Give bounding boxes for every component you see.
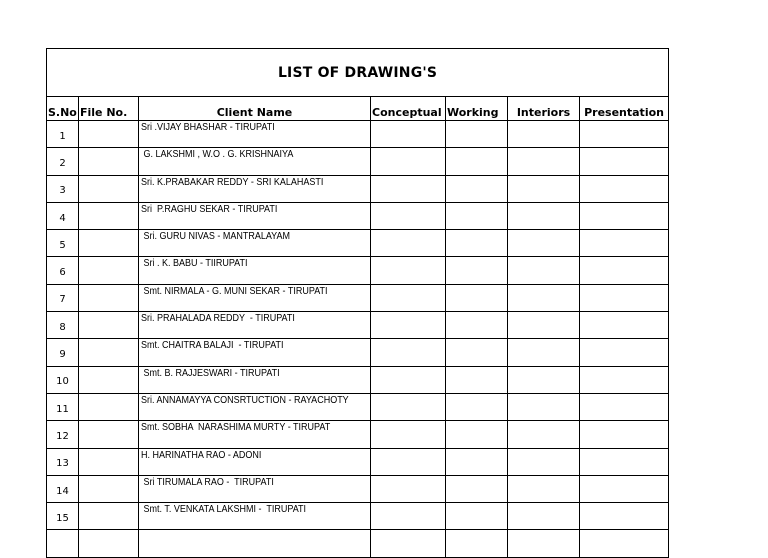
conceptual-cell bbox=[371, 257, 446, 284]
column-header-interiors: Interiors bbox=[508, 97, 580, 121]
presentation-cell bbox=[580, 475, 669, 502]
client-name-cell bbox=[139, 148, 371, 175]
working-cell bbox=[446, 393, 508, 420]
client-name-cell bbox=[139, 366, 371, 393]
interiors-cell bbox=[508, 312, 580, 339]
client-name-text: Sri P.RAGHU SEKAR - TIRUPATI bbox=[141, 203, 278, 215]
client-name-cell bbox=[139, 230, 371, 257]
client-name-cell bbox=[139, 339, 371, 366]
file-no-cell bbox=[79, 475, 139, 502]
client-name-cell bbox=[139, 121, 371, 148]
interiors-cell bbox=[508, 230, 580, 257]
table-row bbox=[47, 475, 669, 502]
presentation-cell bbox=[580, 366, 669, 393]
sno-cell: 12 bbox=[47, 421, 79, 448]
working-cell bbox=[446, 339, 508, 366]
interiors-cell bbox=[508, 475, 580, 502]
conceptual-cell bbox=[371, 230, 446, 257]
table-row bbox=[47, 121, 669, 148]
conceptual-cell bbox=[371, 421, 446, 448]
conceptual-cell bbox=[371, 284, 446, 311]
interiors-cell bbox=[508, 202, 580, 229]
interiors-cell bbox=[508, 530, 580, 557]
conceptual-cell bbox=[371, 448, 446, 475]
presentation-cell bbox=[580, 230, 669, 257]
interiors-cell bbox=[508, 339, 580, 366]
interiors-cell bbox=[508, 148, 580, 175]
presentation-cell bbox=[580, 530, 669, 557]
sno-cell: 7 bbox=[47, 284, 79, 311]
presentation-cell bbox=[580, 393, 669, 420]
interiors-cell bbox=[508, 366, 580, 393]
presentation-cell bbox=[580, 284, 669, 311]
table-row bbox=[47, 284, 669, 311]
client-name-text: Smt. B. RAJJESWARI - TIRUPATI bbox=[141, 367, 280, 379]
client-name-text: Sri . K. BABU - TIIRUPATI bbox=[141, 258, 248, 270]
table-row bbox=[47, 530, 669, 557]
conceptual-cell bbox=[371, 393, 446, 420]
presentation-cell bbox=[580, 448, 669, 475]
column-header-sno: S.No bbox=[47, 97, 79, 121]
sheet-title: LIST OF DRAWING'S bbox=[47, 49, 669, 97]
sno-cell: 5 bbox=[47, 230, 79, 257]
client-name-text: Smt. CHAITRA BALAJI - TIRUPATI bbox=[141, 340, 284, 352]
sno-cell: 13 bbox=[47, 448, 79, 475]
client-name-cell bbox=[139, 284, 371, 311]
file-no-cell bbox=[79, 175, 139, 202]
client-name-cell bbox=[139, 530, 371, 557]
client-name-text: Sri. ANNAMAYYA CONSRTUCTION - RAYACHOTY bbox=[141, 394, 349, 406]
file-no-cell bbox=[79, 448, 139, 475]
sno-cell: 15 bbox=[47, 503, 79, 530]
client-name-text: G. LAKSHMI , W.O . G. KRISHNAIYA bbox=[141, 149, 294, 161]
table-row bbox=[47, 230, 669, 257]
working-cell bbox=[446, 366, 508, 393]
table-row bbox=[47, 421, 669, 448]
title-row bbox=[47, 49, 669, 97]
sno-cell: 1 bbox=[47, 121, 79, 148]
presentation-cell bbox=[580, 339, 669, 366]
client-name-cell bbox=[139, 257, 371, 284]
file-no-cell bbox=[79, 230, 139, 257]
file-no-cell bbox=[79, 393, 139, 420]
presentation-cell bbox=[580, 121, 669, 148]
interiors-cell bbox=[508, 284, 580, 311]
presentation-cell bbox=[580, 503, 669, 530]
file-no-cell bbox=[79, 312, 139, 339]
presentation-cell bbox=[580, 421, 669, 448]
interiors-cell bbox=[508, 257, 580, 284]
working-cell bbox=[446, 448, 508, 475]
file-no-cell bbox=[79, 121, 139, 148]
header-row bbox=[47, 97, 669, 121]
client-name-text: H. HARINATHA RAO - ADONI bbox=[141, 449, 262, 461]
drawings-table bbox=[46, 48, 669, 558]
file-no-cell bbox=[79, 202, 139, 229]
working-cell bbox=[446, 312, 508, 339]
file-no-cell bbox=[79, 421, 139, 448]
file-no-cell bbox=[79, 284, 139, 311]
presentation-cell bbox=[580, 257, 669, 284]
column-header-client-name: Client Name bbox=[139, 97, 371, 121]
client-name-text: Sri. PRAHALADA REDDY - TIRUPATI bbox=[141, 313, 295, 325]
conceptual-cell bbox=[371, 202, 446, 229]
column-header-conceptual: Conceptual bbox=[371, 97, 446, 121]
client-name-cell bbox=[139, 175, 371, 202]
client-name-text: Sri TIRUMALA RAO - TIRUPATI bbox=[141, 476, 274, 488]
table-row bbox=[47, 148, 669, 175]
table-row bbox=[47, 312, 669, 339]
client-name-text: Sri .VIJAY BHASHAR - TIRUPATI bbox=[141, 122, 275, 133]
conceptual-cell bbox=[371, 312, 446, 339]
client-name-cell bbox=[139, 393, 371, 420]
interiors-cell bbox=[508, 421, 580, 448]
working-cell bbox=[446, 202, 508, 229]
sno-cell: 14 bbox=[47, 475, 79, 502]
sno-cell: 9 bbox=[47, 339, 79, 366]
client-name-cell bbox=[139, 475, 371, 502]
sno-cell: 4 bbox=[47, 202, 79, 229]
working-cell bbox=[446, 175, 508, 202]
table-row bbox=[47, 257, 669, 284]
table-row bbox=[47, 503, 669, 530]
working-cell bbox=[446, 284, 508, 311]
table-row bbox=[47, 339, 669, 366]
conceptual-cell bbox=[371, 339, 446, 366]
interiors-cell bbox=[508, 175, 580, 202]
file-no-cell bbox=[79, 257, 139, 284]
client-name-text: Smt. SOBHA NARASHIMA MURTY - TIRUPAT bbox=[141, 422, 331, 434]
column-header-working: Working bbox=[446, 97, 508, 121]
sno-cell: 11 bbox=[47, 393, 79, 420]
table-row bbox=[47, 448, 669, 475]
conceptual-cell bbox=[371, 366, 446, 393]
table-row bbox=[47, 366, 669, 393]
table-row bbox=[47, 202, 669, 229]
table-row bbox=[47, 175, 669, 202]
table-row bbox=[47, 393, 669, 420]
sno-cell: 8 bbox=[47, 312, 79, 339]
client-name-cell bbox=[139, 202, 371, 229]
working-cell bbox=[446, 121, 508, 148]
presentation-cell bbox=[580, 312, 669, 339]
working-cell bbox=[446, 148, 508, 175]
presentation-cell bbox=[580, 202, 669, 229]
interiors-cell bbox=[508, 121, 580, 148]
file-no-cell bbox=[79, 503, 139, 530]
column-header-file-no: File No. bbox=[79, 97, 139, 121]
conceptual-cell bbox=[371, 148, 446, 175]
file-no-cell bbox=[79, 148, 139, 175]
client-name-cell bbox=[139, 421, 371, 448]
working-cell bbox=[446, 257, 508, 284]
client-name-text: Sri. K.PRABAKAR REDDY - SRI KALAHASTI bbox=[141, 176, 324, 188]
sno-cell: 2 bbox=[47, 148, 79, 175]
conceptual-cell bbox=[371, 530, 446, 557]
file-no-cell bbox=[79, 530, 139, 557]
sno-cell: 10 bbox=[47, 366, 79, 393]
column-header-presentation: Presentation bbox=[580, 97, 669, 121]
client-name-cell bbox=[139, 312, 371, 339]
presentation-cell bbox=[580, 148, 669, 175]
client-name-text: Smt. T. VENKATA LAKSHMI - TIRUPATI bbox=[141, 504, 307, 516]
working-cell bbox=[446, 230, 508, 257]
sno-cell bbox=[47, 530, 79, 557]
interiors-cell bbox=[508, 393, 580, 420]
conceptual-cell bbox=[371, 503, 446, 530]
sno-cell: 3 bbox=[47, 175, 79, 202]
conceptual-cell bbox=[371, 475, 446, 502]
interiors-cell bbox=[508, 503, 580, 530]
sno-cell: 6 bbox=[47, 257, 79, 284]
client-name-cell bbox=[139, 503, 371, 530]
file-no-cell bbox=[79, 339, 139, 366]
working-cell bbox=[446, 503, 508, 530]
working-cell bbox=[446, 421, 508, 448]
conceptual-cell bbox=[371, 175, 446, 202]
file-no-cell bbox=[79, 366, 139, 393]
presentation-cell bbox=[580, 175, 669, 202]
client-name-text: Sri. GURU NIVAS - MANTRALAYAM bbox=[141, 231, 291, 243]
working-cell bbox=[446, 530, 508, 557]
interiors-cell bbox=[508, 448, 580, 475]
working-cell bbox=[446, 475, 508, 502]
client-name-cell bbox=[139, 448, 371, 475]
client-name-text: Smt. NIRMALA - G. MUNI SEKAR - TIRUPATI bbox=[141, 285, 328, 297]
conceptual-cell bbox=[371, 121, 446, 148]
